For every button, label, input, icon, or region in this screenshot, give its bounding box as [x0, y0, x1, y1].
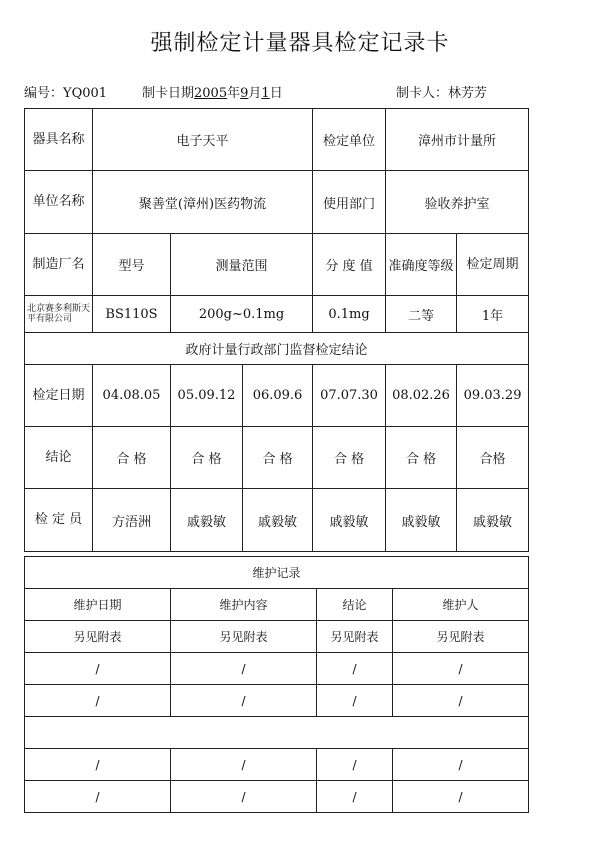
maint-cell: / [393, 653, 529, 685]
verify-date: 05.09.12 [171, 365, 243, 427]
inspector: 戚毅敏 [171, 489, 243, 552]
date-month: 9 [240, 86, 249, 101]
inspector: 方浯洲 [93, 489, 171, 552]
date-label: 制卡日期 [142, 86, 195, 101]
maint-cell: 另见附表 [393, 621, 529, 653]
table-row [25, 685, 529, 717]
date-year: 2005 [194, 86, 228, 101]
maint-cell: / [171, 685, 317, 717]
inspector: 戚毅敏 [243, 489, 313, 552]
value-division: 0.1mg [313, 296, 386, 333]
header-manufacturer: 制造厂名 [25, 234, 93, 296]
header-division: 分 度 值 [313, 234, 386, 296]
verify-result: 合 格 [313, 427, 386, 489]
maint-empty-cell [25, 717, 529, 749]
verify-result: 合格 [457, 427, 529, 489]
maint-cell: / [317, 749, 393, 781]
maint-cell: / [25, 653, 171, 685]
inspector: 戚毅敏 [457, 489, 529, 552]
maint-cell: / [25, 749, 171, 781]
inspector: 戚毅敏 [386, 489, 457, 552]
header-model: 型号 [93, 234, 171, 296]
label-verify-date: 检定日期 [25, 365, 93, 427]
maint-cell: / [317, 781, 393, 813]
maintenance-title: 维护记录 [25, 557, 529, 589]
label-inspector: 检 定 员 [25, 489, 93, 552]
date-day-unit: 日 [269, 86, 283, 101]
label-company-name: 单位名称 [25, 171, 93, 234]
table-row [25, 749, 529, 781]
verify-date: 04.08.05 [93, 365, 171, 427]
page-title: 强制检定计量器具检定记录卡 [150, 31, 450, 56]
header-maint-date: 维护日期 [25, 589, 171, 621]
maint-cell: / [171, 781, 317, 813]
table-row [25, 621, 529, 653]
date-month-unit: 月 [248, 86, 262, 101]
label-user-dept: 使用部门 [313, 171, 386, 234]
verify-date: 09.03.29 [457, 365, 529, 427]
table-row [25, 781, 529, 813]
section-conclusion: 政府计量行政部门监督检定结论 [25, 333, 529, 365]
header-range: 测量范围 [171, 234, 313, 296]
maint-cell: / [393, 685, 529, 717]
header-maint-content: 维护内容 [171, 589, 317, 621]
verify-date: 06.09.6 [243, 365, 313, 427]
instrument-table [24, 108, 529, 552]
inspector: 戚毅敏 [313, 489, 386, 552]
card-maker: 制卡人：林芳芳 [396, 86, 488, 101]
verify-result: 合 格 [93, 427, 171, 489]
maint-cell: / [171, 653, 317, 685]
header-maint-result: 结论 [317, 589, 393, 621]
value-accuracy: 二等 [386, 296, 457, 333]
header-accuracy: 准确度等级 [386, 234, 457, 296]
maint-cell: / [171, 749, 317, 781]
verify-date: 08.02.26 [386, 365, 457, 427]
value-period: 1年 [457, 296, 529, 333]
maint-cell: / [393, 781, 529, 813]
value-user-dept: 验收养护室 [386, 171, 529, 234]
card-date [142, 82, 283, 101]
verify-result: 合 格 [171, 427, 243, 489]
label-result: 结论 [25, 427, 93, 489]
header-maint-person: 维护人 [393, 589, 529, 621]
date-day: 1 [261, 86, 270, 101]
card-code: 编号：YQ001 [24, 86, 108, 101]
verify-result: 合 格 [386, 427, 457, 489]
value-range: 200g~0.1mg [171, 296, 313, 333]
maint-cell: / [25, 781, 171, 813]
value-model: BS110S [93, 296, 171, 333]
value-company-name: 聚善堂(漳州)医药物流 [93, 171, 313, 234]
label-verify-unit: 检定单位 [313, 109, 386, 171]
label-instrument-name: 器具名称 [25, 109, 93, 171]
maint-cell: 另见附表 [171, 621, 317, 653]
value-manufacturer: 北京赛多利斯天平有限公司 [25, 296, 93, 333]
maintenance-table [24, 556, 529, 813]
header-period: 检定周期 [457, 234, 529, 296]
maint-cell: / [317, 653, 393, 685]
value-instrument-name: 电子天平 [93, 109, 313, 171]
table-row [25, 653, 529, 685]
maint-cell: 另见附表 [317, 621, 393, 653]
maint-cell: / [317, 685, 393, 717]
maint-cell: / [25, 685, 171, 717]
value-verify-unit: 漳州市计量所 [386, 109, 529, 171]
verify-result: 合 格 [243, 427, 313, 489]
maint-cell: 另见附表 [25, 621, 171, 653]
verify-date: 07.07.30 [313, 365, 386, 427]
date-year-unit: 年 [227, 86, 241, 101]
maint-cell: / [393, 749, 529, 781]
table-row-empty [25, 717, 529, 749]
